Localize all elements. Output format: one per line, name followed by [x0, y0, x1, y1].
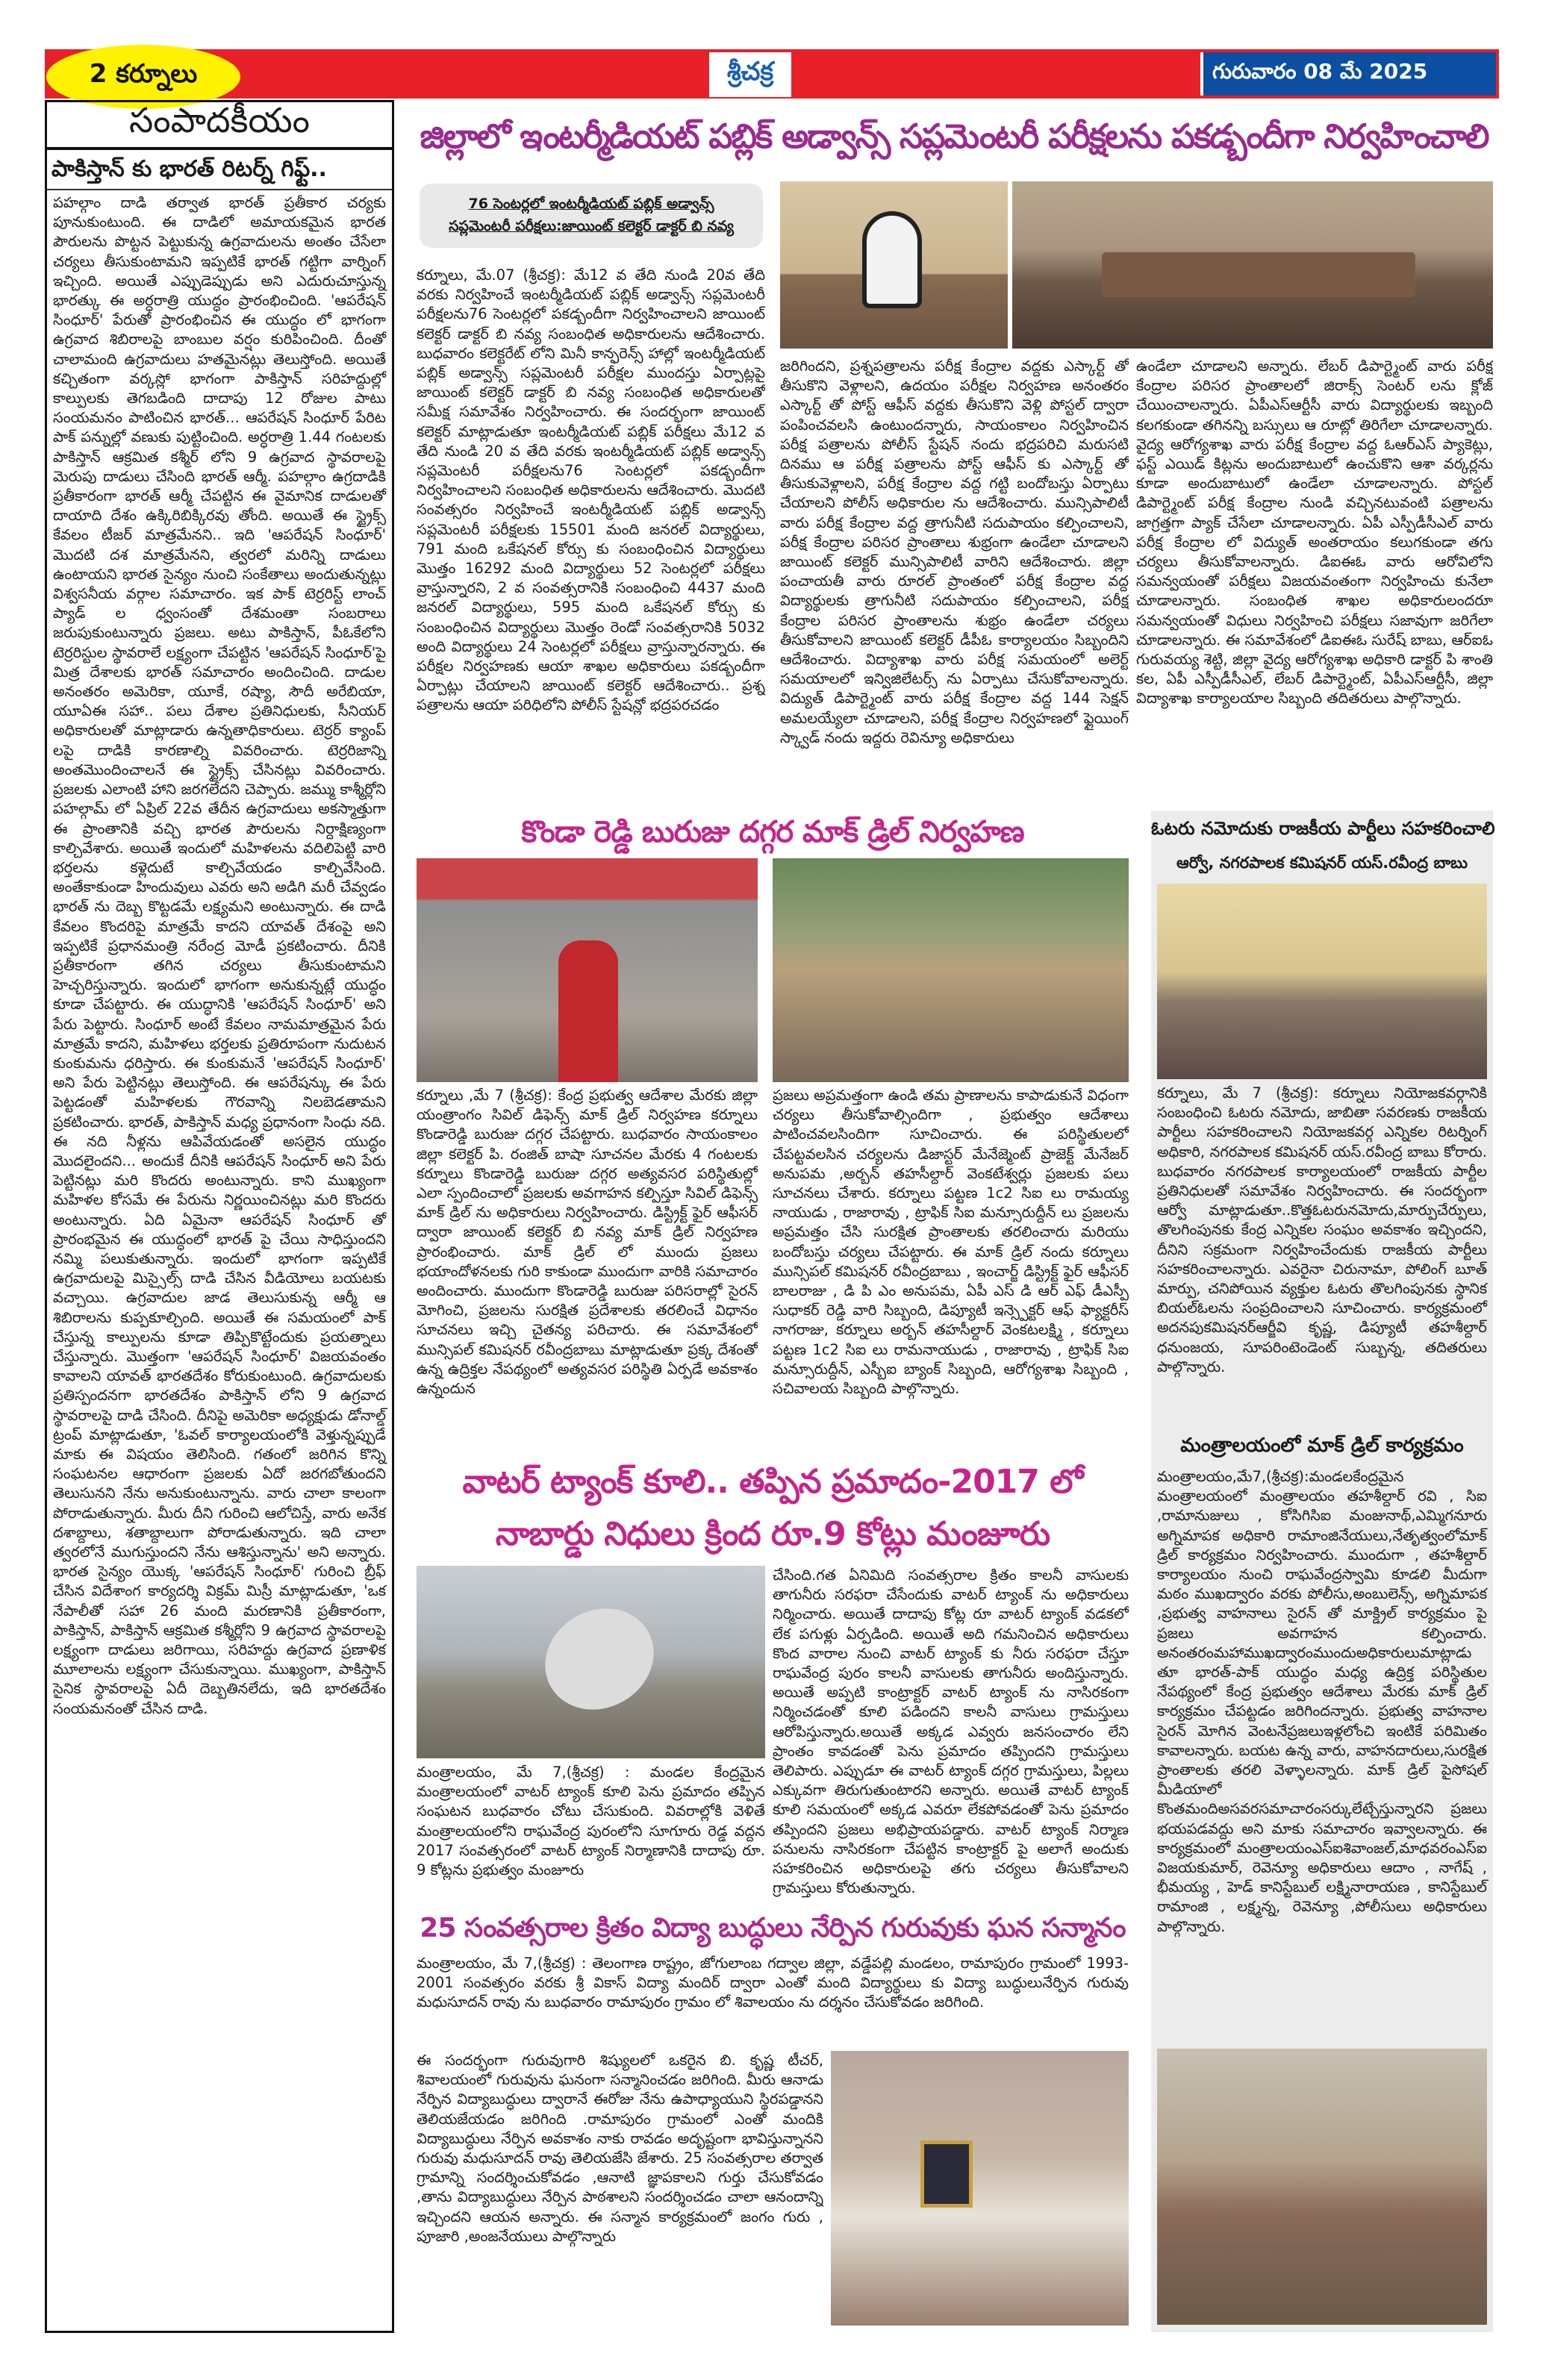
water-tank-col1: మంత్రాలయం, మే 7,(శ్రీచక్ర) : మండల కేంద్రమైన మంత్రాలయంలో వాటర్ ట్యాంక్ కూలి పెను ప్రమాదం తప్పిన సంఘటన బుధవారం చోటు చేసుకుంది. వివరాల్లోకి వెళితే మంత్రాలయంలోని రాఘవేంద్ర పురంలోని సూగూరు రెడ్డ వద్దన 2017 సంవత్సరంలో వాటర్ ట్యాంక్ నిర్మాణానికి దాదాపు రూ. 9 కోట్లను ప్రభుత్వం మంజూరు: [417, 1764, 765, 1879]
newspaper-logo: శ్రీచక్ర: [709, 52, 791, 97]
voter-body: కర్నూలు, మే 7 (శ్రీచక్ర): కర్నూలు నియోజకవర్గానికి సంబంధించి ఓటరు నమోదు, జాబితా సవరణకు రాజకీయ పార్టీలు సహకరించాలని నియోజకవర్గ ఎన్నికల రిటర్నింగ్ అధికారి, నగరపాలక కమిషనర్ యస్.రవీంద్ర బాబు కోరారు. బుధవారం నగరపాలక కార్యాలయంలో రాజకీయ పార్టీల ప్రతినిధులతో సమావేశం నిర్వహించారు. ఈ సందర్భంగా ఆర్వో మాట్లాడుతూ..కొత్తఓటరునమోదు,మార్పుచేర్పులు, తొలగింపునకు కేంద్ర ఎన్నికల సంఘం అవకాశం ఇచ్చిందని, దీనిని సక్రమంగా నిర్వహించేందుకు రాజకీయ పార్టీలు సహకరించాలన్నారు. ఎవరైనా చిరునామా, పోలింగ్ బూత్ మార్పు, చనిపోయిన వ్యక్తుల ఓటరు తొలగింపునకు స్థానిక బియల్ఓలను సంప్రదించాలని సూచించారు. కార్యక్రమంలో అదనపుకమిషనర్ఆర్జీవి కృష్ణ, డిప్యూటీ తహశీల్దార్ ధనుంజయ, సూపరింటెండెంట్ సుబ్బన్న, తదితరులు పాల్గొన్నారు.: [1157, 1084, 1487, 1375]
photo-review-meeting: [1012, 181, 1493, 349]
mantralayam-body: మంత్రాలయం,మే7,(శ్రీచక్ర):మండలకేంద్రమైన మంత్రాలయంలో మంత్రాలయం తహశీల్దార్ రవి , సిఐ ,రామానుజులు , కోసిగిసిఐ మంజునాథ్,ఎమ్మిగనూరు అగ్నిమాపక అధికారి రామాంజినేయులు,నేతృత్వంలోమాక్ డ్రిల్ కార్యక్రమం నిర్వహించారు. ముందుగా , తహశీల్దార్ కార్యాలయం నుంచి రాఘవేంద్రస్వామి కూడలి మీదుగా మఠం ముఖద్వారం వరకు పోలీసు,అంబులెన్స్, అగ్నిమాపక ,ప్రభుత్వ వాహనాలు సైరన్ తో మాక్డ్రిల్ కార్యక్రమం పై ప్రజలు అవగాహన కల్పించారు. అనంతరంమహాముఖద్వారంముందుఅధికారులుమాట్లాడుతూ భారత్-పాక్ యుద్ధం మధ్య ఉద్రిక్త పరిస్థితుల నేపథ్యంలో కేంద్ర ప్రభుత్వం ఆదేశాలు మేరకు మాక్ డ్రిల్ కార్యక్రమం చేపట్టడం జరిగిందన్నారు. ప్రభుత్వ వాహనాల సైరన్ మోగిన వెంటనేప్రజలుఇళ్లలోంచి ఇంటికే పరిమితం కావాలన్నారు. బయట ఉన్న వారు, వాహనదారులు,సురక్షిత ప్రాంతాలకు తరలి వెళ్ళాలన్నారు. మాక్ డ్రిల్ పైసోషల్ మీడియాలో కొంతమందిఅసవరసమాచారంసర్కులేట్చేస్తున్నారని ప్రజలు భయపడవద్దు అని మాకు సమాచారం ఇవ్వాలన్నారు. ఈ కార్యక్రమంలో మంత్రాలయంఎస్ఐశివాంజల్,మాధవరంఎస్ఐ విజయకుమార్, రెవెన్యూ అధికారులు ఆదాం , నాగేష్ , భీమయ్య , హెడ్ కానిస్టేబుల్ లక్ష్మినారాయణ , కానిస్టేబుల్ రామాంజి , లక్ష్మన్న, రెవెన్యూ ,పోలీసులు అధికారులు పాల్గొన్నారు.: [1157, 1468, 1487, 1935]
mantralayam-box: [1151, 1425, 1493, 2332]
mock-drill-col2: ప్రజలు అప్రమత్తంగా ఉండి తమ ప్రాణాలను కాపాడుకునే విధంగా చర్యలు తీసుకోవాల్సిందిగా , ప్రభుత్వం ఆదేశాలు పాటించవలసిందిగా సూచించారు. ఈ పరిస్థితులలో చేపట్టవలసిన చర్యలను డిజాస్టర్ మేనేజ్మెంట్ ప్రాజెక్ట్ మేనేజర్ అనుపమ ,అర్బన్ తహసీల్దార్ వెంకటేశ్వర్లు ప్రజలకు పలు సూచనలు చేశారు. కర్నూలు పట్టణ 1c2 సిఐ లు రామయ్య నాయుడు , రాజారావు , ట్రాఫిక్ సిఐ మన్సూరుద్దీన్ లు ప్రజలను అప్రమత్తం చేసి సురక్షిత ప్రాంతాలకు తరలించారు మరియు బందోబస్తు చర్యలు చేపట్టారు. ఈ మాక్ డ్రిల్ నందు కర్నూలు మున్సిపల్ కమిషనర్ రవీంద్రబాబు , ఇంచార్జ్ డిస్ట్రిక్ట్ ఫైర్ ఆఫీసర్ బాలరాజు , డి పి ఎం అనుపమ, ఏపీ ఎస్ డి ఆర్ ఎఫ్ డీఎస్పీ సుధాకర్ రెడ్డి వారి సిబ్బంది, డిప్యూటీ ఇన్స్పెక్టర్ ఆఫ్ ఫ్యాక్టరీస్ నాగరాజు, కర్నూలు అర్బన్ తహసీల్దార్ వెంకటలక్ష్మి , కర్నూలు పట్టణ 1c2 సిఐ లు రామనాయుడు , రాజారావు , ట్రాఫిక్ సిఐ మన్సూరుద్దీన్, ఎస్బీఐ బ్యాంక్ సిబ్బంది, ఆరోగ్యశాఖ సిబ్బంది , సచివాలయ సిబ్బంది పాల్గొన్నారు.: [773, 1087, 1129, 1398]
photo-joint-collector: [780, 181, 1008, 349]
editorial-headline: పాకిస్తాన్ కు భారత్ రిటర్న్ గిఫ్ట్..: [47, 150, 392, 190]
voter-headline: ఓటరు నమోదుకు రాజకీయ పార్టీలు సహకరించాలి: [1151, 818, 1495, 839]
photo-mock-drill-officials: [773, 858, 1129, 1082]
water-tank-col2: చేసింది.గత ఏనిమిది సంవత్సరాల క్రితం కాలనీ వాసులకు తాగునీరు సరఫరా చేసేందుకు వాటర్ ట్యాంక్ ను అధికారులు నిర్మించారు. అయితే దాదాపు కోట్ల రూ వాటర్ ట్యాంక్ వడకలో లేక పగుళ్లు ఏర్పడింది. అయితే అది గమనించిన అధికారులు కొంద వారాల నుంచి వాటర్ ట్యాంక్ కు నీరు సరఫరా చేస్తూ రాఘవేంద్ర పురం కాలనీ వాసులకు తాగునీరు అందిస్తున్నారు. అయితే అప్పటి కాంట్రాక్టర్ వాటర్ ట్యాంక్ ను నాసిరకంగా నిర్మించడంతో కూలి పడిందని కాలనీ వాసులు గ్రామస్తులు ఆరోపిస్తున్నారు.అయితే అక్కడ ఎవ్వరు జనసంచారం లేని ప్రాంతం కావడంతో పెను ప్రమాదం తప్పిందని గ్రామస్తులు తెలిపారు. ఎప్పుడూ ఈ వాటర్ ట్యాంక్ దగ్గర గ్రామస్తులు, పిల్లలు ఎక్కువగా తిరుగుతుంటారని అన్నారు. అయితే వాటర్ ట్యాంక్ కూలి సమయంలో అక్కడ ఎవరూ లేకపోవడంతో పెను ప్రమాదం తప్పిందని ప్రజలు అభిప్రాయపడ్డారు. వాటర్ ట్యాంక్ నిర్మాణ పనులను నాసిరకంగా చేపట్టిన కాంట్రాక్టర్ పై అలాగే అందుకు సహకరించిన అధికారులపై తగు చర్యలు తీసుకోవాలని గ్రామస్తులు కోరుతున్నారు.: [773, 1567, 1129, 1897]
photo-collapsed-water-tank: [417, 1566, 765, 1758]
main-story-col2: జరిగిందని, ప్రశ్నపత్రాలను పరీక్ష కేంద్రాల వద్దకు ఎస్కార్ట్ తో తీసుకొని వెళ్లాలని, ఉదయం పరీక్షల నిర్వహణ అనంతరం ఎస్కార్ట్ తో పోస్ట్ ఆఫీస్ వద్దకు తీసుకొని వెళ్లి పోస్టల్ ద్వారా పంపించవలసి ఉంటుందన్నారు, సాయంకాలం నిర్వహించిన పరీక్ష పత్రాలను పోలీస్ స్టేషన్ నందు భద్రపరిచి మరుసటి దినము ఆ పరీక్ష పత్రాలను పోస్ట్ ఆఫీస్ కు ఎస్కార్ట్ తో తీసుకువెళ్లాలని, పరీక్ష కేంద్రాల వద్ద గట్టి బందోబస్తు ఏర్పాటు చేయాలని పోలీస్ అధికారుల ను ఆదేశించారు. మున్సిపాలిటీ వారు పరీక్ష కేంద్రాల వద్ద త్రాగునీటి సదుపాయం కల్పించాలని, పరీక్ష కేంద్రాల పరిసర ప్రాంతాలు శుభ్రంగా ఉండేలా చూడాలని జాయింట్ కలెక్టర్ మున్సిపాలిటీ వారిని ఆదేశించారు. జిల్లా పంచాయతీ వారు రూరల్ ప్రాంతంలో పరీక్ష కేంద్రాల వద్ద విద్యార్థులకు త్రాగునీటి సదుపాయం కల్పించాలని, పరీక్ష కేంద్రాల పరిసర ప్రాంతాలను శుభ్రం ఉండేలా చర్యలు తీసుకోవాలని జాయింట్ కలెక్టర్ డీపీఓ కార్యాలయం సిబ్బందిని ఆదేశించారు. విద్యాశాఖ వారు పరీక్ష సమయంలో అలెర్ట్ సమయాలలో ఇన్విజిలేటర్స్ ను ఏర్పాటు చేసుకోవాలన్నారు. విద్యుత్ డిపార్ట్మెంట్ వారు పరీక్ష కేంద్రాల వద్ద 144 సెక్షన్ అమలయ్యేలా చూడాలని, పరీక్ష కేంద్రాల నిర్వహణలో ఫ్లైయింగ్ స్క్వాడ్ నందు ఇద్దరు రెవిన్యూ అధికారులు: [780, 357, 1129, 746]
photo-voter-meeting: [1157, 884, 1487, 1079]
page-label: 2 కర్నూలు: [46, 45, 240, 109]
main-headline: జిల్లాలో ఇంటర్మీడియట్ పబ్లిక్ అడ్వాన్స్ సప్లమెంటరీ పరీక్షలను పకడ్బందీగా నిర్వహించాలి: [420, 116, 1489, 156]
teacher-intro: మంత్రాలయం, మే 7,(శ్రీచక్ర) : తెలంగాణ రాష్ట్రం, జోగులాంబ గద్వాల జిల్లా, వడ్డేపల్లి మండలం, రామాపురం గ్రామంలో 1993-2001 సంవత్సరం వరకు శ్రీ వికాస్ విద్యా మందిర్ ద్వారా ఎంతో మంది విద్యార్థులు కు విద్యా బుద్ధులునేర్పిన గురువు మధుసూదన్ రావు ను బుధవారం రామాపురం గ్రామం లో శివాలయం ను దర్శనం చేసుకోవడం జరిగింది.: [417, 1955, 1129, 2011]
photo-mock-drill-street: [417, 858, 758, 1082]
issue-date: గురువారం 08 మే 2025: [1200, 52, 1496, 96]
editorial-column: [45, 100, 394, 2333]
water-tank-headline-2: నాబార్డు నిధులు క్రింద రూ.9 కోట్లు మంజూరు: [495, 1515, 1050, 1553]
subhead-line: 76 సెంటర్లలో ఇంటర్మీడియట్ పబ్లిక్ అడ్వాన్స్: [468, 196, 714, 212]
mantralayam-headline: మంత్రాలయంలో మాక్ డ్రిల్ కార్యక్రమం: [1180, 1434, 1464, 1457]
main-story-col1: కర్నూలు, మే.07 (శ్రీచక్ర): మే12 వ తేది నుండి 20వ తేది వరకు నిర్వహించే ఇంటర్మీడియట్ పబ్లిక్ అడ్వాన్స్ సప్లమెంటరీ పరీక్షలను76 సెంటర్లలో పకడ్బందీగా నిర్వహించాలని జాయింట్ కలెక్టర్ డాక్టర్ బి నవ్య సంబంధిత అధికారులను ఆదేశించారు. బుధవారం కలెక్టరేట్ లోని మినీ కాన్ఫరెన్స్ హాల్లో ఇంటర్మీడియట్ పబ్లిక్ అడ్వాన్స్ సప్లమెంటరీ పరీక్షల ముందస్తు ఏర్పాట్లపై జాయింట్ కలెక్టర్ డాక్టర్ బి నవ్య సంబంధిత అధికారులతో సమీక్ష సమావేశం నిర్వహించారు. ఈ సందర్భంగా జాయింట్ కలెక్టర్ మాట్లాడుతూ ఇంటర్మీడియట్ పబ్లిక్ పరీక్షలు మే12 వ తేది నుండి 20 వ తేది వరకు ఇంటర్మీడియట్ పబ్లిక్ అడ్వాన్స్ సప్లమెంటరీ పరీక్షలను76 సెంటర్లలో పకడ్బందీగా నిర్వహించాలని సంబంధిత అధికారులను ఆదేశించారు. మొదటి సంవత్సరం నిర్వహించే ఇంటర్మీడియట్ పబ్లిక్ అడ్వాన్స్ సప్లమెంటరీ పరీక్షలకు 15501 మంది జనరల్ విద్యార్థులు, 791 మంది ఒకేషనల్ కోర్సు కు సంబంధించిన విద్యార్థులు మొత్తం 16292 మంది విద్యార్థులు 52 సెంటర్లలో పరీక్షలు వ్రాస్తున్నారని, 2 వ సంవత్సరానికి సంబంధించి 4437 మంది జనరల్ విద్యార్థులు, 595 మంది ఒకేషనల్ కోర్సు కు సంబంధించిన విద్యార్థులు మొత్తం రెండో సంవత్సరానికి 5032 అంది విద్యార్థులు 24 సెంటర్లలో పరీక్షలు వ్రాస్తున్నారన్నారు. ఈ పరీక్షల నిర్వహణకు ఆయా శాఖల అధికారులు పకడ్బందీగా ఏర్పాట్లు చేయాలని జాయింట్ కలెక్టర్ ఆదేశించారు.. ప్రశ్న పత్రాలను ఆయా పరిధిలోని పోలీస్ స్టేషన్లో భద్రపరచడం: [417, 266, 765, 714]
editorial-section-title: సంపాదకీయం: [47, 102, 392, 150]
main-story-col3: ఉండేలా చూడాలని అన్నారు. లేబర్ డిపార్ట్మెంట్ వారు పరీక్ష కేంద్రాల పరిసర ప్రాంతాలలో జిరాక్స్ సెంటర్ లను క్లోజ్ చేయించాలన్నారు. ఏపీఎస్ఆర్టీసీ వారు విద్యార్థులకు ఇబ్బంది కలగకుండా తగినన్ని బస్సులు ఆ రూట్లో తిరిగేలా చూడాలన్నారు. వైద్య ఆరోగ్యశాఖ వారు పరీక్ష కేంద్రాల వద్ద ఓఆర్ఎస్ ప్యాకెట్లు, ఫస్ట్ ఎయిడ్ కిట్లను అందుబాటులో ఉంచుకొని ఆశా వర్కర్లను కూడా అందుబాటులో ఉండేలా చూడాలన్నారు. పోస్టల్ డిపార్ట్మెంట్ పరీక్ష కేంద్రాల నుండి వచ్చినటువంటి పత్రాలను జాగ్రత్తగా ప్యాక్ చేసేలా చూడాలన్నారు. ఏపీ ఎస్పీడీసీఎల్ వారు పరీక్ష కేంద్రాల లో విద్యుత్ అంతరాయం కలుగకుండా తగు చర్యలు తీసుకోవాలన్నారు. డిఐఈఓ వారు ఆరోవిలోని సమన్వయంతో పరీక్షలు విజయవంతంగా నిర్వహించు కునేలా చూడాలన్నారు. సంబంధిత శాఖల అధికారులందరూ సమన్వయంతో విధులు నిర్వహించి పరీక్షలు సజావుగా జరిగేలా చూడాలన్నారు. ఈ సమావేశంలో డిఐఈఓ సురేష్ బాబు, ఆర్ఐఓ గురువయ్య శెట్టి, జిల్లా వైద్య ఆరోగ్యశాఖ అధికారి డాక్టర్ పి శాంతి కల, ఏపీ ఎస్పీడీసీఎల్, లేబర్ డిపార్ట్మెంట్, ఏపీఎస్ఆర్టీసీ, జిల్లా విద్యాశాఖ కార్యాలయాల సిబ్బంది తదితరులు పాల్గొన్నారు.: [1136, 357, 1493, 708]
editorial-body: పహల్గాం దాడి తర్వాత భారత్ ప్రతీకార చర్యకు పూనుకుంటుంది. ఈ దాడిలో అమాయకమైన భారత పౌరులను పొట్టన పెట్టుకున్న ఉగ్రవాదులను అంతం చేసేలా చర్యలు తీసుకుంటామని ఇప్పటికే భారత్ గట్టిగా వార్నింగ్ ఇచ్చింది. అయితే ఎప్పుడెప్పుడు అని ఎదురుచూస్తున్న భారత్కు ఈ అర్ధరాత్రి యుద్ధం ప్రారంభించింది. 'ఆపరేషన్ సింధూర్' పేరుతో ప్రారంభించిన ఈ యుద్ధం లో భాగంగా ఉగ్రవాద శిబిరాలపై బాంబుల వర్షం కురిపించింది. దీంతో చాలామంది ఉగ్రవాదులు హతమైనట్లు తెలుస్తోంది. అయితే కచ్చితంగా వర్కస్లో భాగంగా పాకిస్తాన్ సరిహద్దుల్లో కాల్పులకు తెగబడింది దాదాపు 12 రోజుల పాటు సంయమనం పాటించిన భారత్... ఆపరేషన్ సింధూర్ పేరిట పాక్ పన్నుల్లో వణుకు పుట్టించింది. అర్ధరాత్రి 1.44 గంటలకు పాకిస్తాన్ ఆక్రమిత కశ్మీర్ లోని 9 ఉగ్రవాద స్థావరాలపై మెరుపు దాడులు చేసింది భారత్ ఆర్మీ. పహల్గాం ఉగ్రదాడికి ప్రతీకారంగా భారత్ ఆర్మీ చేపట్టిన ఈ వైమానిక దాడులతో దాయాది దేశం ఉక్కిరిబిక్కిరవు తోంది. అయితే ఈ స్ట్రైక్స్ కేవలం టీజర్ మాత్రమేనని.. ఇది 'ఆపరేషన్ సింధూర్' మొదటి దశ మాత్రమేనని, త్వరలో మరిన్ని దాడులు ఉంటాయని భారత సైన్యం నుంచి సంకేతాలు అందుతున్నట్లు విశ్వసనీయ వర్గాల సమాచారం. ఇక పాక్ టెర్రరిస్ట్ లాంచ్ ప్యాడ్ ల ధ్వంసంతో దేశమంతా సంబరాలు జరుపుకుంటున్నారు ప్రజలు. అటు పాకిస్తాన్, పీఓకేలోని టెర్రరిస్టుల స్థావరాలే లక్ష్యంగా చేపట్టిన 'ఆపరేషన్ సింధూర్'పై మిత్ర దేశాలకు భారత్ సమాచారం అందించింది. దాడుల అనంతరం అమెరికా, యూకే, రష్యా, సౌదీ అరేబియా, యూఏఈ సహా.. పలు దేశాల ప్రతినిధులకు, సీనియర్ అధికారులతో మాట్లాడారు ఉన్నతాధికారులు. టెర్రర్ క్యాంప్ లపై దాడికి కారణాల్ని వివరించారు. టెర్రరిజాన్ని అంతమొందించాలనే ఈ స్ట్రైక్స్ చేసినట్లు వివరించారు. ప్రజలకు ఎలాంటి హాని జరగలేదని చెప్పారు. జమ్ము కాశ్మీర్లోని పహల్గామ్ లో ఏప్రిల్ 22వ తేదీన ఉగ్రవాదులు అకస్మాత్తుగా ఈ ప్రాంతానికి వచ్చి భారత పౌరులను నిర్దాక్షిణ్యంగా కాల్చివేశారు. అయితే ఇందులో మహిళలను వదిలిపెట్టి వారి భర్తలను కళ్లెదుటే కాల్చివేయడం కాల్చివేసింది. అంతేకాకుండా హిందువులు ఎవరు అని అడిగి మరీ చేవ్వడం భారత్ ను దెబ్బ కొట్టడమే లక్ష్యమని అంటున్నారు. ఈ దాడి కేవలం కొందరిపై మాత్రమే కాదని యావత్ దేశంపై అని ఇప్పటికే ప్రధానమంత్రి నరేంద్ర మోడీ ప్రకటించారు. దీనికి ప్రతీకారంగా తగిన చర్యలు తీసుకుంటామని హెచ్చరిస్తున్నారు. ఇందులో భాగంగా అనుకున్నట్లే యుద్ధం కూడా చేపట్టారు. ఈ యుద్ధానికి 'ఆపరేషన్ సింధూర్' అని పేరు పెట్టారు. సింధూర్ అంటే కేవలం నామమాత్రమైన పేరు మాత్రమే కాదని, మహిళలు భర్తలకు ప్రతిరూపంగా నుదుటన కుంకుమను ధరిస్తారు. ఈ కుంకుమనే 'ఆపరేషన్ సింధూర్' అని పేరు పెట్టినట్లు తెలుస్తోంది. ఈ ఆపరేషన్కు ఈ పేరు పెట్టడంతో మహిళలకు గౌరవాన్ని నిలబెడతామని ప్రకటించారు. భారత్, పాకిస్తాన్ మధ్య ప్రధానంగా సింధు నది. ఈ నది నీళ్లను ఆపివేయడంతో అసలైన యుద్ధం మొదలైందని... అందుకే దీనికి ఆపరేషన్ సింధూర్ అని పేరు పెట్టినట్లు మరి కొందరు అంటున్నారు. కాని ముఖ్యంగా మహిళల కోసమే ఈ పేరును నిర్ణయించినట్లు మరి కొందరు అంటున్నారు. ఏది ఏమైనా ఆపరేషన్ సింధూర్ తో ప్రారంభమైన ఈ యుద్ధంలో భారత్ పై చేయి సాధిస్తుందని నమ్మి పలుకుతున్నారు. ఇందులో భాగంగా ఇప్పటికే ఉగ్రవాదులపై మిస్సైల్స్ దాడి చేసిన వీడియోలు బయటకు వచ్చాయి. ఉగ్రవాదుల జాడ తెలుసుకున్న ఆర్మీ ఆ శిబిరాలను కుప్పకూల్చింది. అయితే ఈ సమయంలో పాక్ చేస్తున్న కాల్పులను కూడా తిప్పికొట్టేందుకు ప్రయత్నాలు చేస్తున్నారు. మొత్తంగా 'ఆపరేషన్ సింధూర్' విజయవంతం కావాలని యావత్ భారతదేశం కోరుకుంటుంది. ఉగ్రవాదులకు ప్రతిస్పందనగా భారతదేశం పాకిస్తాన్ లోని 9 ఉగ్రవాద స్థావరాలపై దాడి చేసింది. దీనిపై అమెరికా అధ్యక్షుడు డోనాల్డ్ ట్రంప్ మాట్లాడుతూ, 'ఓవల్ కార్యాలయంలోకి వెళ్తున్నప్పుడే మాకు ఈ విషయం తెలిసింది. గతంలో జరిగిన కొన్ని సంఘటనల ఆధారంగా ప్రజలకు ఏదో జరగబోతుందని తెలుసునని నేను అనుకుంటున్నాను. వారు చాలా కాలంగా పోరాడుతున్నారు. మీరు దీని గురించి ఆలోచిస్తే, వారు అనేక దశాబ్దాలు, శతాబ్దాలుగా పోరాడుతున్నారు. ఇది చాలా త్వరలోనే ముగుస్తుందని నేను ఆశిస్తున్నాను' అని అన్నారు. భారత సైన్యం యొక్క 'ఆపరేషన్ సింధూర్' గురించి బ్రీఫ్ చేసిన విదేశాంగ కార్యదర్శి విక్రమ్ మిస్రీ మాట్లాడుతూ, 'ఒక నేపాలీతో సహా 26 మంది మరణానికి ప్రతీకారంగా, పాకిస్తాన్, పాకిస్తాన్ ఆక్రమిత కశ్మీర్లోని 9 ఉగ్రవాద స్థావరాలపై లక్ష్యంగా దాడులు జరిగాయి, సరిహద్దు ఉగ్రవాద ప్రణాళిక మూలాలను లక్ష్యంగా చేసుకున్నాయి. ముఖ్యంగా, పాకిస్తాన్ సైనిక స్థావరాలపై ఏదీ దెబ్బతినలేదు, ఇది భారతదేశం సంయమనంతో చేసిన దాడి.: [53, 194, 386, 1717]
subhead-line: సప్లమెంటరీ పరీక్షలు:జాయింట్ కలెక్టర్ డాక్టర్ బి నవ్య: [449, 218, 734, 234]
mock-drill-col1: కర్నూలు ,మే 7 (శ్రీచక్ర): కేంద్ర ప్రభుత్వ ఆదేశాల మేరకు జిల్లా యంత్రాంగం సివిల్ డిఫెన్స్ మాక్ డ్రిల్ నిర్వహణ కర్నూలు కొండారెడ్డి బురుజు దగ్గర చేపట్టారు. బుధవారం సాయంకాలం జిల్లా కలెక్టర్ పి. రంజిత్ బాషా సూచనల మేరకు 4 గంటలకు కర్నూలు కొండారెడ్డి బురుజు దగ్గర అత్యవసర పరిస్థితుల్లో ఎలా స్పందించాలో ప్రజలకు అవగాహన కల్పిస్తూ సివిల్ డిఫెన్స్ మాక్ డ్రిల్ ను అధికారులు నిర్వహించారు. డిస్ట్రిక్ట్ ఫైర్ ఆఫీసర్ ద్వారా జాయింట్ కలెక్టర్ బి నవ్య మాక్ డ్రిల్ నిర్వహణ ప్రారంభించారు. మాక్ డ్రిల్ లో ముందు ప్రజలు భయాందోళనలకు గురి కాకుండా ముందుగా వారికి సమాచారం అందించారు. ముందుగా కొండారెడ్డి బురుజు పరిసరాల్లో సైరన్ మోగించి, ప్రజలను సురక్షిత ప్రదేశాలకు తరలించే విధానం సూచనలు ఇచ్చి చైతన్య పరిచారు. ఈ సమావేశంలో మున్సిపల్ కమిషనర్ రవీంద్రబాబు మాట్లాడుతూ ప్రక్క దేశంతో ఉన్న ఉద్రిక్తల నేపథ్యంలో అత్యవసర పరిస్థితి ఏర్పడే అవకాశం ఉన్నందున: [417, 1087, 758, 1398]
photo-teacher-felicitation: [831, 2051, 1129, 2326]
main-subheadline: [420, 184, 763, 248]
water-tank-headline-1: వాటర్ ట్యాంక్ కూలి.. తప్పిన ప్రమాదం-2017 లో: [462, 1463, 1083, 1501]
teacher-felicitation-headline: 25 సంవత్సరాల క్రితం విద్యా బుద్ధులు నేర్పిన గురువుకు ఘన సన్మానం: [420, 1913, 1126, 1943]
teacher-body: ఈ సందర్భంగా గురువుగారి శిష్యులలో ఒకరైన బి. కృష్ణ టీచర్, శివాలయంలో గురువును ఘనంగా సన్మానించడం జరిగింది. మీరు ఆనాడు నేర్పిన విద్యాబుద్ధులు ద్వారానే ఈరోజు నేను ఉపాధ్యాయుని స్థిరపడ్డానని తెలియజేయడం జరిగింది .రామాపురం గ్రామంలో ఎంతో మందికి విద్యాబుద్ధులు నేర్పిన అవకాశం నాకు రావడం అదృష్టంగా భావిస్తున్నానని గురువు మధుసూదన్ రావు తెలియజేసి జేశారు. 25 సంవత్సరాల తర్వాత గ్రామాన్ని సందర్శించుకోవడం ,ఆనాటి జ్ఞాపకాలని గుర్తు చేసుకోవడం ,తాను విద్యాబుద్ధులు నేర్పిన పాఠశాలని సందర్శించడం చాలా ఆనందాన్ని ఇచ్చిందని ఆయన అన్నారు. ఈ సన్మాన కార్యక్రమంలో జంగం గురు , పూజారి ,అంజనేయులు పాల్గొన్నారు: [417, 2052, 823, 2245]
voter-registration-box: [1151, 810, 1493, 1448]
mock-drill-headline: కొండా రెడ్డి బురుజు దగ్గర మాక్ డ్రిల్ నిర్వహణ: [521, 815, 1024, 849]
photo-mantralayam-drill: [1157, 2049, 1487, 2325]
voter-subheadline: ఆర్వో, నగరపాలక కమిషనర్ యస్.రవీంద్ర బాబు: [1176, 854, 1468, 872]
